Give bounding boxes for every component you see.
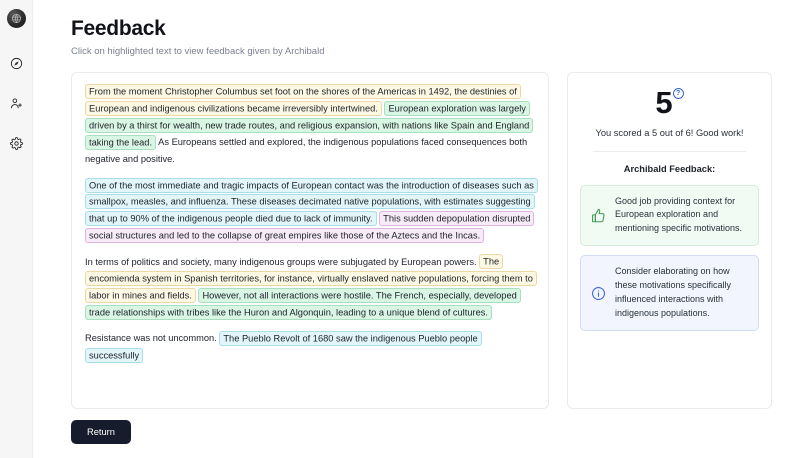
essay-paragraph xyxy=(85,84,534,169)
info-icon xyxy=(591,286,606,301)
main-content xyxy=(33,0,806,458)
sidebar-item-explore[interactable] xyxy=(5,55,27,77)
page-title: Feedback xyxy=(71,17,166,40)
essay-card[interactable] xyxy=(71,72,549,409)
return-button[interactable]: Return xyxy=(71,420,131,444)
divider xyxy=(593,151,747,152)
highlighted-text-blue[interactable]: The Pueblo Revolt of 1680 saw the indigenous Pueblo people successfully xyxy=(85,331,482,363)
highlighted-text-blue[interactable]: One of the most immediate and tragic impacts of European contact was the introduction of diseases such as smallpox, measles, and influenza. These diseases decimated native populations, with estimates suggesting that up to 90% of the indigenous people died due to lack of immunity. xyxy=(85,178,538,227)
feedback-list xyxy=(580,185,759,332)
essay-paragraph xyxy=(85,177,534,245)
sidebar-item-add-user[interactable] xyxy=(5,95,27,117)
page-subtitle: Click on highlighted text to view feedback given by Archibald xyxy=(71,46,325,58)
highlighted-text-pink[interactable]: This sudden depopulation disrupted social structures and led to the collapse of great empires like those of the Aztecs and the Incas. xyxy=(85,211,534,243)
highlighted-text-green[interactable]: However, not all interactions were hostile. The French, especially, developed trade relationships with tribes like the Huron and Algonquin, leading to a unique blend of cultures. xyxy=(85,288,521,320)
thumbs-up-icon xyxy=(591,208,606,223)
actions-bar xyxy=(71,420,772,444)
highlighted-text-green[interactable]: European exploration was largely driven by a thirst for wealth, new trade routes, and religious expansion, with nations like Spain and England taking the lead. xyxy=(85,101,533,150)
score-card xyxy=(567,72,772,409)
compass-icon xyxy=(10,57,23,75)
feedback-card-suggestion xyxy=(580,255,759,331)
highlighted-text-yellow[interactable]: From the moment Christopher Columbus set foot on the shores of the Americas in 1492, the destinies of European and indigenous civilizations became irreversibly intertwined. xyxy=(85,84,521,116)
score-message: You scored a 5 out of 6! Good work! xyxy=(595,127,744,138)
essay-paragraph xyxy=(85,254,534,322)
essay-text[interactable] xyxy=(85,84,534,365)
sidebar-item-settings[interactable] xyxy=(5,135,27,157)
score-value: 5 xyxy=(655,84,672,120)
highlighted-text-yellow[interactable]: The encomienda system in Spanish territories, for instance, virtually enslaved native populations, forcing them to labor in mines and fields. xyxy=(85,254,537,303)
app-logo-icon[interactable] xyxy=(7,9,26,28)
feedback-text: Good job providing context for European exploration and mentioning specific motivations. xyxy=(615,195,743,234)
plain-text: In terms of politics and society, many indigenous groups were subjugated by European powers. xyxy=(85,256,477,267)
feedback-heading: Archibald Feedback: xyxy=(623,163,716,174)
person-add-icon xyxy=(10,97,23,115)
plain-text: Resistance was not uncommon. xyxy=(85,333,217,344)
gear-icon xyxy=(10,137,23,155)
feedback-card-positive xyxy=(580,185,759,247)
content-row xyxy=(71,72,772,409)
essay-paragraph xyxy=(85,330,534,364)
sidebar xyxy=(0,0,33,458)
feedback-text: Consider elaborating on how these motivations specifically influenced interactions with indigenous populations. xyxy=(615,266,732,319)
score-top xyxy=(655,84,683,120)
help-icon[interactable]: ? xyxy=(673,88,684,99)
plain-text: As Europeans settled and explored, the indigenous populations faced consequences both negative and positive. xyxy=(85,137,528,165)
